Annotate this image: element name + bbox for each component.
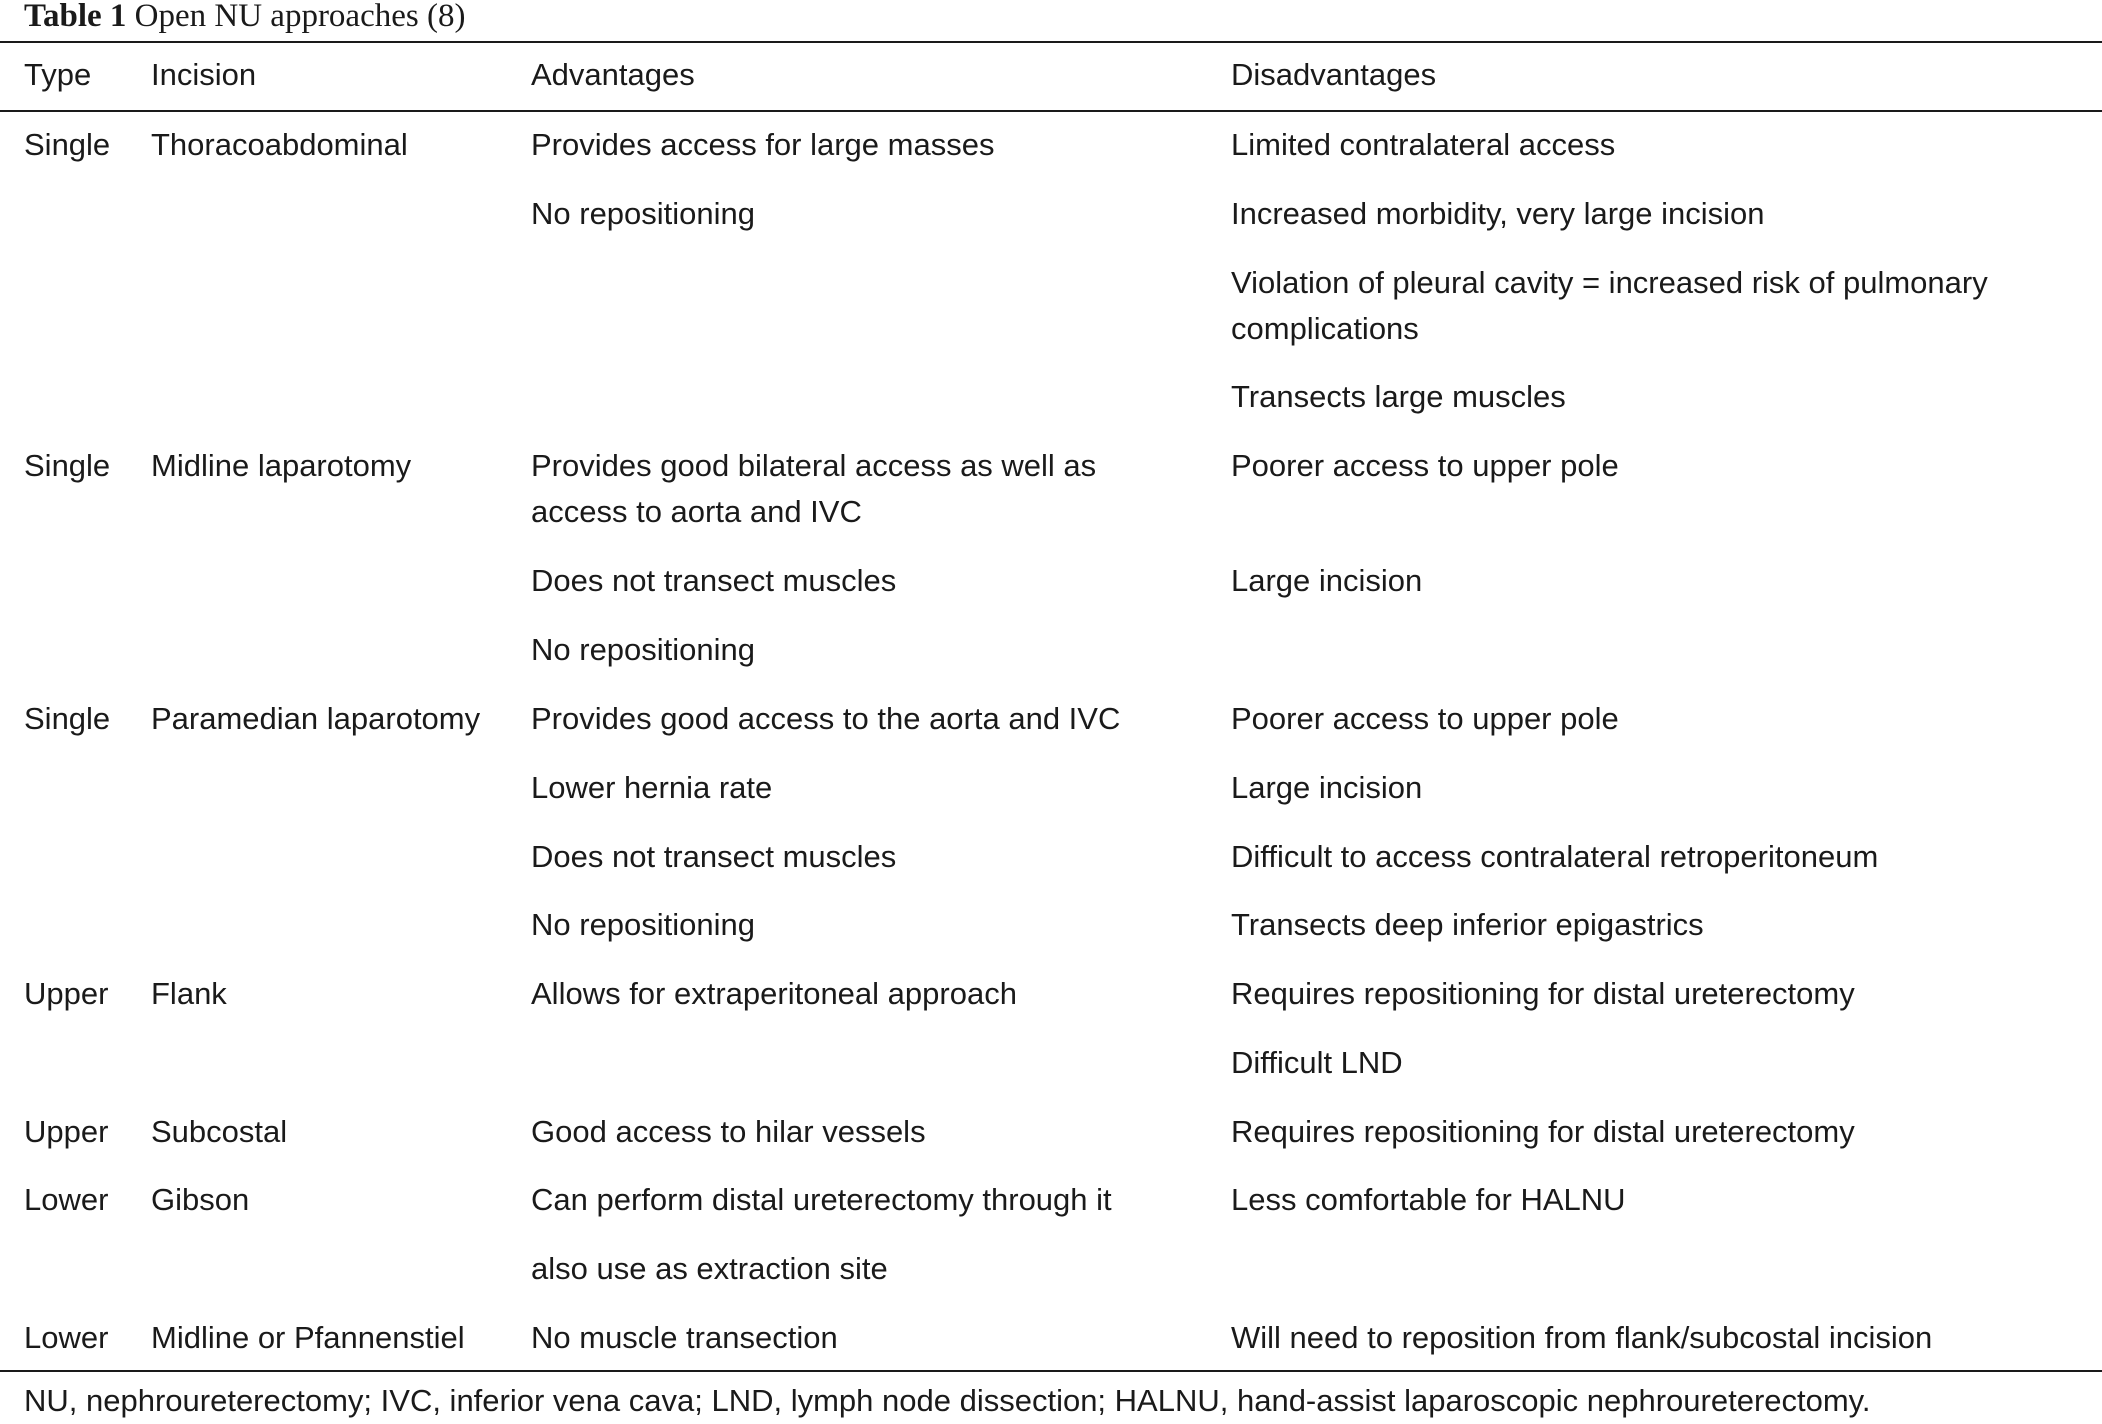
cell-incision: Paramedian laparotomy bbox=[151, 701, 481, 736]
cell-type: Single bbox=[24, 701, 111, 736]
cell-advantage: Lower hernia rate bbox=[531, 770, 773, 805]
header-advantages: Advantages bbox=[531, 57, 695, 92]
header-type: Type bbox=[24, 57, 92, 92]
cell-advantage: access to aorta and IVC bbox=[531, 494, 862, 529]
cell-incision: Flank bbox=[151, 976, 227, 1011]
cell-disadvantage: Transects deep inferior epigastrics bbox=[1231, 907, 1704, 942]
cell-advantage: Does not transect muscles bbox=[531, 563, 897, 598]
cell-advantage: No muscle transection bbox=[531, 1320, 838, 1355]
cell-disadvantage: Large incision bbox=[1231, 563, 1423, 598]
cell-type: Upper bbox=[24, 1114, 109, 1149]
table-footnote: NU, nephroureterectomy; IVC, inferior vena cava; LND, lymph node dissection; HALNU, hand-assist laparoscopic nephroureterectomy. bbox=[24, 1383, 1871, 1418]
cell-advantage: also use as extraction site bbox=[531, 1251, 888, 1286]
cell-advantage: No repositioning bbox=[531, 196, 756, 231]
cell-disadvantage: Requires repositioning for distal ureterectomy bbox=[1231, 1114, 1855, 1149]
cell-disadvantage: Transects large muscles bbox=[1231, 379, 1566, 414]
cell-advantage: No repositioning bbox=[531, 632, 756, 667]
cell-type: Upper bbox=[24, 976, 109, 1011]
cell-disadvantage: Poorer access to upper pole bbox=[1231, 448, 1619, 483]
cell-incision: Thoracoabdominal bbox=[151, 127, 408, 162]
header-rule bbox=[0, 110, 2102, 112]
cell-disadvantage: Less comfortable for HALNU bbox=[1231, 1182, 1626, 1217]
cell-disadvantage: Difficult LND bbox=[1231, 1045, 1403, 1080]
cell-incision: Gibson bbox=[151, 1182, 250, 1217]
cell-advantage: Good access to hilar vessels bbox=[531, 1114, 926, 1149]
cell-advantage: Provides good access to the aorta and IVC bbox=[531, 701, 1121, 736]
table-bottom-rule bbox=[0, 1370, 2102, 1372]
cell-disadvantage: Limited contralateral access bbox=[1231, 127, 1616, 162]
cell-disadvantage: Large incision bbox=[1231, 770, 1423, 805]
cell-type: Lower bbox=[24, 1182, 109, 1217]
cell-disadvantage: Increased morbidity, very large incision bbox=[1231, 196, 1765, 231]
cell-disadvantage: Poorer access to upper pole bbox=[1231, 701, 1619, 736]
cell-incision: Midline or Pfannenstiel bbox=[151, 1320, 465, 1355]
table-caption-label: Table 1 bbox=[24, 0, 127, 34]
header-incision: Incision bbox=[151, 57, 257, 92]
cell-disadvantage: Requires repositioning for distal ureterectomy bbox=[1231, 976, 1855, 1011]
cell-disadvantage: Difficult to access contralateral retroperitoneum bbox=[1231, 839, 1879, 874]
cell-disadvantage: Will need to reposition from flank/subcostal incision bbox=[1231, 1320, 1933, 1355]
cell-advantage: Allows for extraperitoneal approach bbox=[531, 976, 1017, 1011]
table-caption bbox=[24, 0, 465, 36]
cell-type: Lower bbox=[24, 1320, 109, 1355]
cell-advantage: No repositioning bbox=[531, 907, 756, 942]
cell-incision: Subcostal bbox=[151, 1114, 288, 1149]
cell-disadvantage: Violation of pleural cavity = increased risk of pulmonary bbox=[1231, 265, 1988, 300]
table-top-rule bbox=[0, 41, 2102, 43]
cell-incision: Midline laparotomy bbox=[151, 448, 412, 483]
cell-advantage: Does not transect muscles bbox=[531, 839, 897, 874]
cell-advantage: Provides good bilateral access as well as bbox=[531, 448, 1097, 483]
table-caption-text: Open NU approaches (8) bbox=[134, 0, 466, 34]
header-disadvantages: Disadvantages bbox=[1231, 57, 1437, 92]
cell-advantage: Can perform distal ureterectomy through it bbox=[531, 1182, 1112, 1217]
cell-type: Single bbox=[24, 448, 111, 483]
cell-type: Single bbox=[24, 127, 111, 162]
cell-disadvantage: complications bbox=[1231, 311, 1419, 346]
cell-advantage: Provides access for large masses bbox=[531, 127, 995, 162]
